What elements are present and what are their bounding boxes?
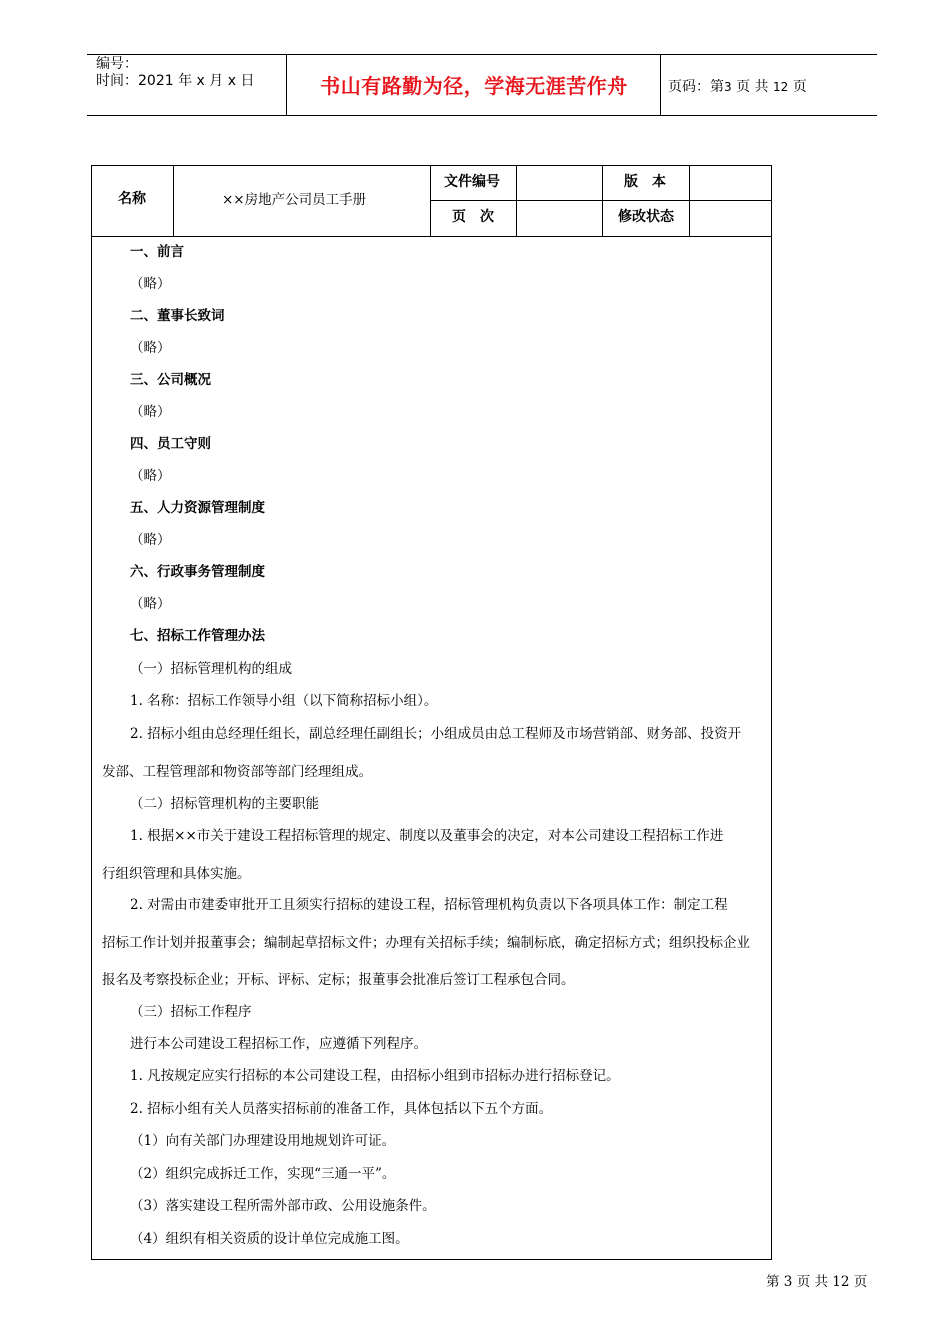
section-heading: 四、员工守则 [130, 436, 211, 452]
header-bottom-rule [87, 115, 877, 116]
paragraph: （一）招标管理机构的组成 [130, 661, 292, 677]
revision-label: 修改状态 [618, 209, 674, 225]
row-divider [430, 200, 771, 201]
paragraph: 2. 招标小组有关人员落实招标前的准备工作，具体包括以下五个方面。 [130, 1101, 553, 1117]
cell-divider [689, 166, 690, 236]
paragraph: 1. 根据××市关于建设工程招标管理的规定、制度以及董事会的决定，对本公司建设工程招标工作进 [130, 828, 724, 844]
paragraph: 2. 招标小组由总经理任组长，副总经理任副组长；小组成员由总工程师及市场营销部、财务部、投资开 [130, 726, 742, 742]
paragraph-continued: 发部、工程管理部和物资部等部门经理组成。 [102, 764, 372, 780]
page-prefix: 页码：第 [668, 79, 724, 95]
header-motto: 书山有路勤为径，学海无涯苦作舟 [320, 74, 628, 98]
header-meta [96, 56, 254, 90]
cell-divider [173, 166, 174, 236]
cell-divider [430, 166, 431, 236]
name-label: 名称 [118, 191, 146, 207]
page-total: 12 [773, 80, 789, 94]
document-meta-table [92, 166, 771, 237]
section-body: （略） [130, 340, 171, 356]
time-label: 时间：2021 年 x 月 x 日 [96, 73, 255, 89]
cell-divider [602, 166, 603, 236]
header-divider [286, 54, 287, 115]
footer-prefix: 第 [766, 1274, 780, 1290]
footer-suffix: 页 [853, 1274, 868, 1290]
section-body: （略） [130, 468, 171, 484]
page-suffix: 页 [792, 79, 807, 95]
list-item: （3）落实建设工程所需外部市政、公用设施条件。 [130, 1198, 436, 1214]
section-body: （略） [130, 532, 171, 548]
paragraph-continued: 报名及考察投标企业；开标、评标、定标；报董事会批准后签订工程承包合同。 [102, 972, 575, 988]
footer-total: 12 [832, 1274, 850, 1290]
section-heading: 六、行政事务管理制度 [130, 564, 265, 580]
section-body: （略） [130, 404, 171, 420]
page-mid: 页 共 [736, 79, 769, 95]
section-heading: 五、人力资源管理制度 [130, 500, 265, 516]
header-top-rule [87, 54, 877, 55]
footer-mid: 页 共 [796, 1274, 828, 1290]
paragraph: 1. 名称：招标工作领导小组（以下简称招标小组）。 [130, 693, 438, 709]
page-label: 页 次 [452, 209, 494, 225]
paragraph: （三）招标工作程序 [130, 1004, 252, 1020]
paragraph: 2. 对需由市建委审批开工且须实行招标的建设工程，招标管理机构负责以下各项具体工作：制定工程 [130, 897, 728, 913]
section-heading: 一、前言 [130, 244, 184, 260]
section-body: （略） [130, 276, 171, 292]
header-page-number [668, 76, 807, 96]
paragraph: 1. 凡按规定应实行招标的本公司建设工程，由招标小组到市招标办进行招标登记。 [130, 1068, 620, 1084]
code-label: 编号： [96, 56, 138, 72]
paragraph: 进行本公司建设工程招标工作，应遵循下列程序。 [130, 1036, 427, 1052]
footer-current: 3 [783, 1274, 793, 1290]
section-heading: 三、公司概况 [130, 372, 211, 388]
header-divider [660, 54, 661, 115]
document-frame [91, 165, 772, 1260]
list-item: （1）向有关部门办理建设用地规划许可证。 [130, 1133, 396, 1149]
section-heading: 二、董事长致词 [130, 308, 225, 324]
list-item: （2）组织完成拆迁工作，实现“三通一平”。 [130, 1166, 396, 1182]
list-item: （4）组织有相关资质的设计单位完成施工图。 [130, 1231, 409, 1247]
page-footer [766, 1270, 867, 1290]
section-body: （略） [130, 596, 171, 612]
file-no-label: 文件编号 [444, 174, 500, 190]
cell-divider [516, 166, 517, 236]
page-current: 3 [724, 80, 732, 94]
section-heading: 七、招标工作管理办法 [130, 628, 265, 644]
paragraph-continued: 招标工作计划并报董事会；编制起草招标文件；办理有关招标手续；编制标底，确定招标方式；组织投标企业 [102, 935, 750, 951]
paragraph: （二）招标管理机构的主要职能 [130, 796, 319, 812]
paragraph-continued: 行组织管理和具体实施。 [102, 866, 251, 882]
version-label: 版 本 [624, 174, 666, 190]
name-value: ××房地产公司员工手册 [222, 192, 367, 208]
